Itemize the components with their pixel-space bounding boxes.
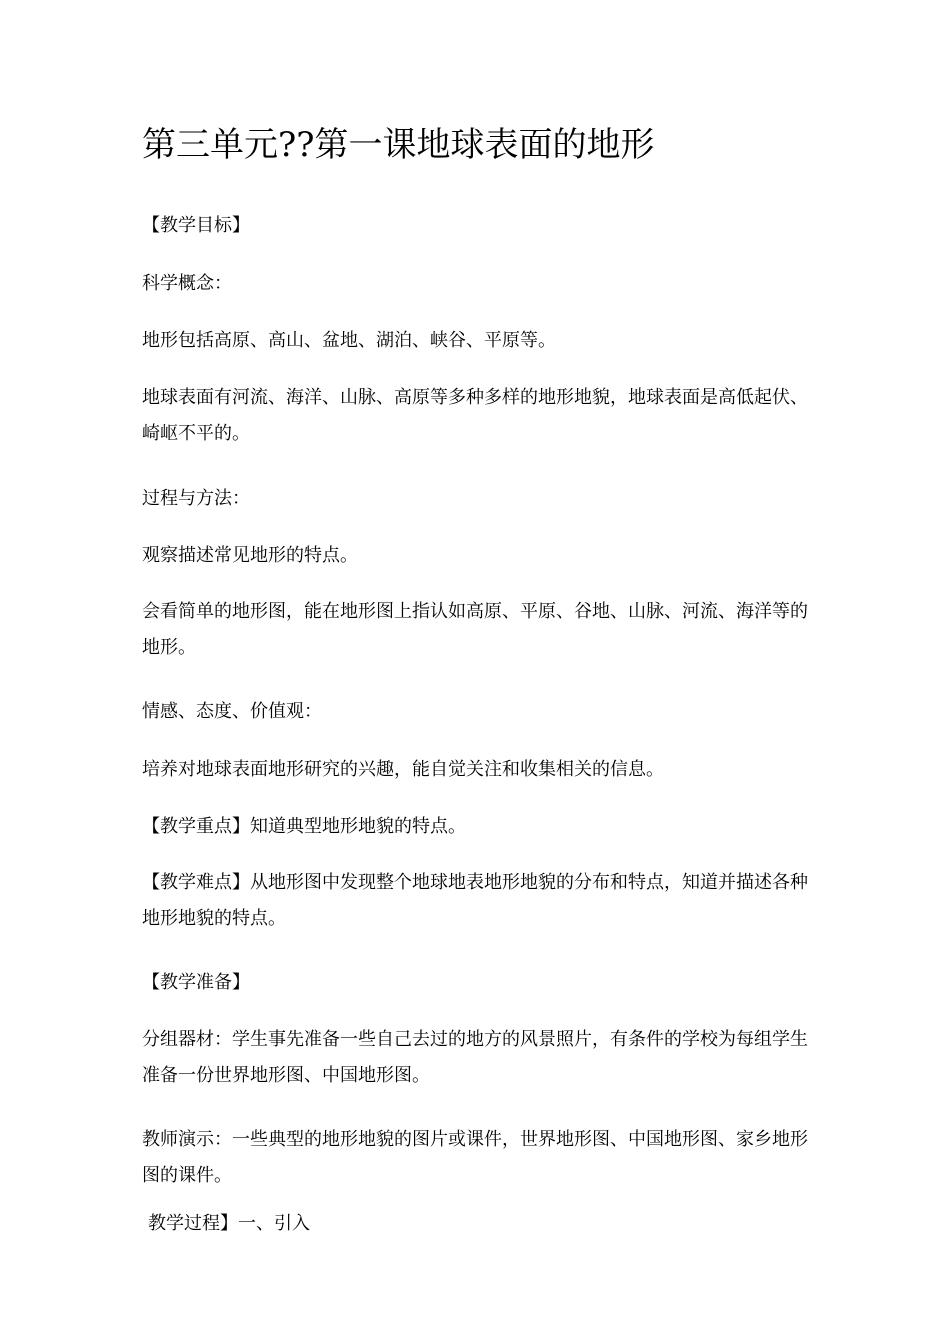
paragraph-earth-surface: 地球表面有河流、海洋、山脉、高原等多种多样的地形地貌，地球表面是高低起伏、崎岖不平的。 xyxy=(142,387,808,444)
subheading-process-methods: 过程与方法： xyxy=(142,488,250,509)
paragraph-interest: 培养对地球表面地形研究的兴趣，能自觉关注和收集相关的信息。 xyxy=(142,759,664,780)
paragraph-landform-types: 地形包括高原、高山、盆地、湖泊、峡谷、平原等。 xyxy=(142,330,556,351)
paragraph-read-maps: 会看简单的地形图，能在地形图上指认如高原、平原、谷地、山脉、河流、海洋等的地形。 xyxy=(142,601,808,658)
paragraph-teacher-demo: 教师演示：一些典型的地形地貌的图片或课件，世界地形图、中国地形图、家乡地形图的课件。 xyxy=(142,1129,808,1186)
paragraph-observe-describe: 观察描述常见地形的特点。 xyxy=(142,545,358,566)
paragraph-teaching-process: 教学过程】一、引入 xyxy=(148,1213,310,1234)
paragraph-difficult-points: 【教学难点】从地形图中发现整个地球地表地形地貌的分布和特点，知道并描述各种地形地貌的特点。 xyxy=(142,872,808,929)
section-heading-teaching-goals: 【教学目标】 xyxy=(142,215,250,236)
subheading-emotion-attitude: 情感、态度、价值观： xyxy=(142,701,322,722)
section-heading-preparation: 【教学准备】 xyxy=(142,972,250,993)
paragraph-key-points: 【教学重点】知道典型地形地貌的特点。 xyxy=(142,816,466,837)
document-title: 第三单元??第一课地球表面的地形 xyxy=(142,125,655,165)
subheading-science-concepts: 科学概念： xyxy=(142,273,232,294)
paragraph-group-materials: 分组器材：学生事先准备一些自己去过的地方的风景照片，有条件的学校为每组学生准备一份世界地形图、中国地形图。 xyxy=(142,1029,808,1086)
